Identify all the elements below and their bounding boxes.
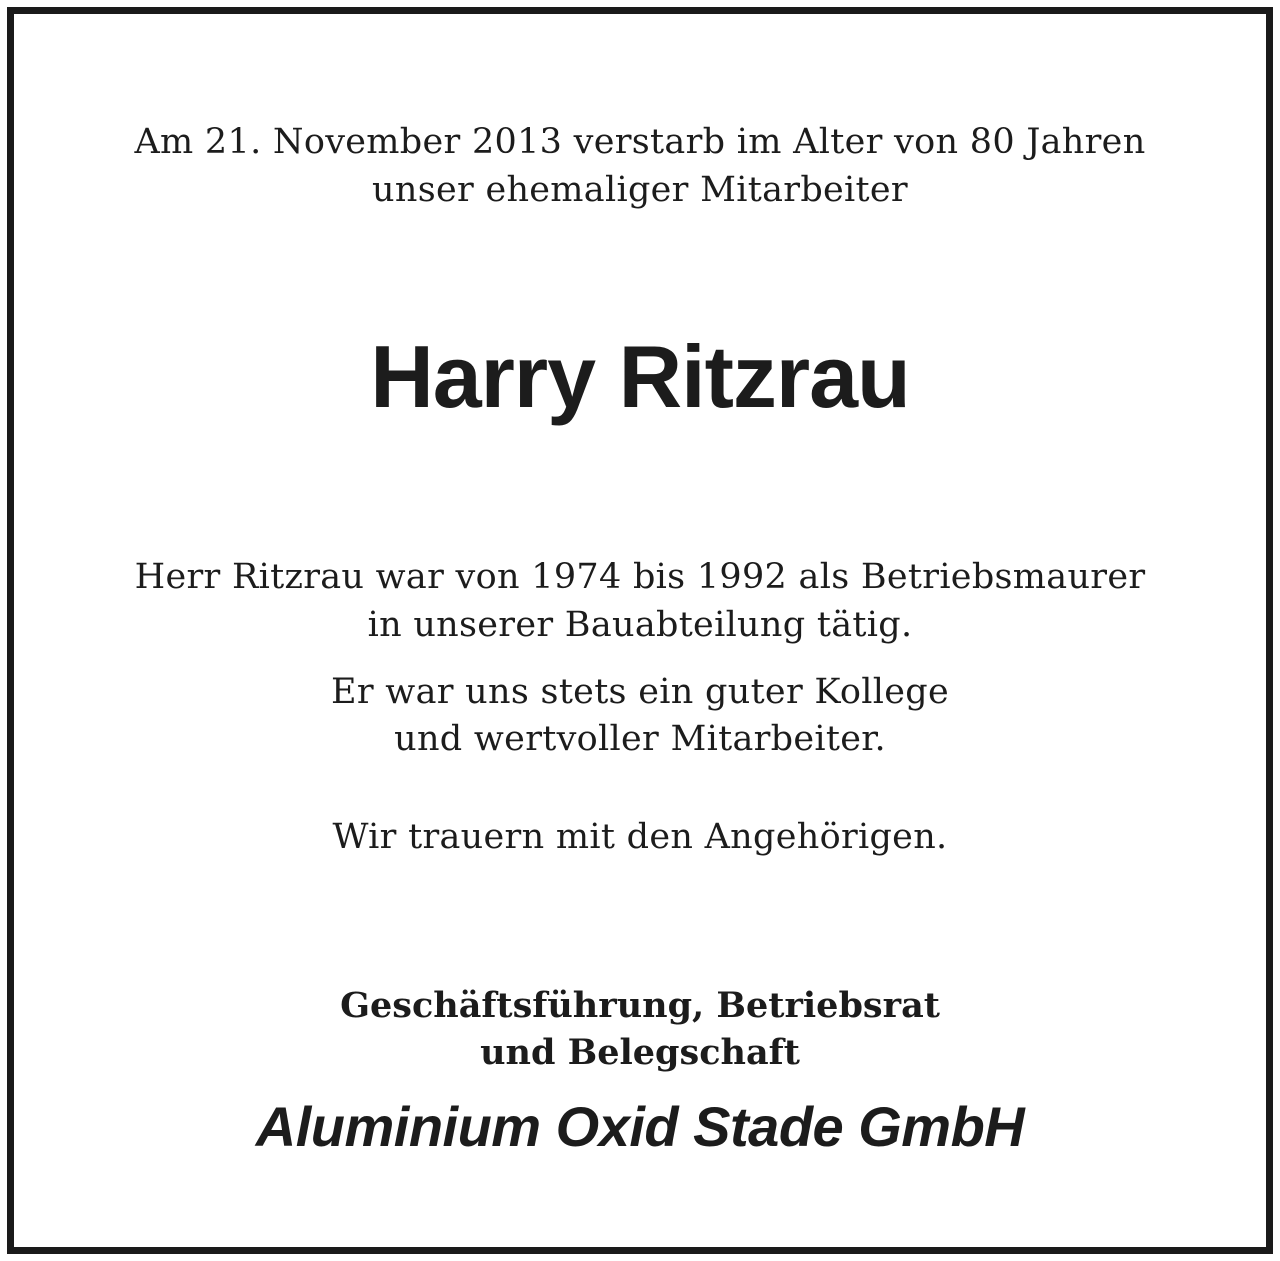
mourning-line: Wir trauern mit den Angehörigen. [332, 817, 948, 857]
intro-line-2: unser ehemaliger Mitarbeiter [372, 170, 908, 210]
body-line-3: Er war uns stets ein guter Kollege [331, 672, 949, 712]
body-line-1: Herr Ritzrau war von 1974 bis 1992 als Betriebsmaurer [134, 557, 1146, 597]
signature-line-2: und Belegschaft [480, 1032, 800, 1073]
signature-line-1: Geschäftsführung, Betriebsrat [340, 985, 940, 1026]
body-line-2: in unserer Bauabteilung tätig. [367, 605, 913, 645]
intro-line-1: Am 21. November 2013 verstarb im Alter von 80 Jahren [134, 122, 1146, 162]
deceased-name: Harry Ritzrau [370, 327, 910, 426]
company-name: Aluminium Oxid Stade GmbH [255, 1095, 1025, 1158]
obituary-notice [7, 7, 1273, 1254]
body-line-4: und wertvoller Mitarbeiter. [394, 719, 886, 759]
